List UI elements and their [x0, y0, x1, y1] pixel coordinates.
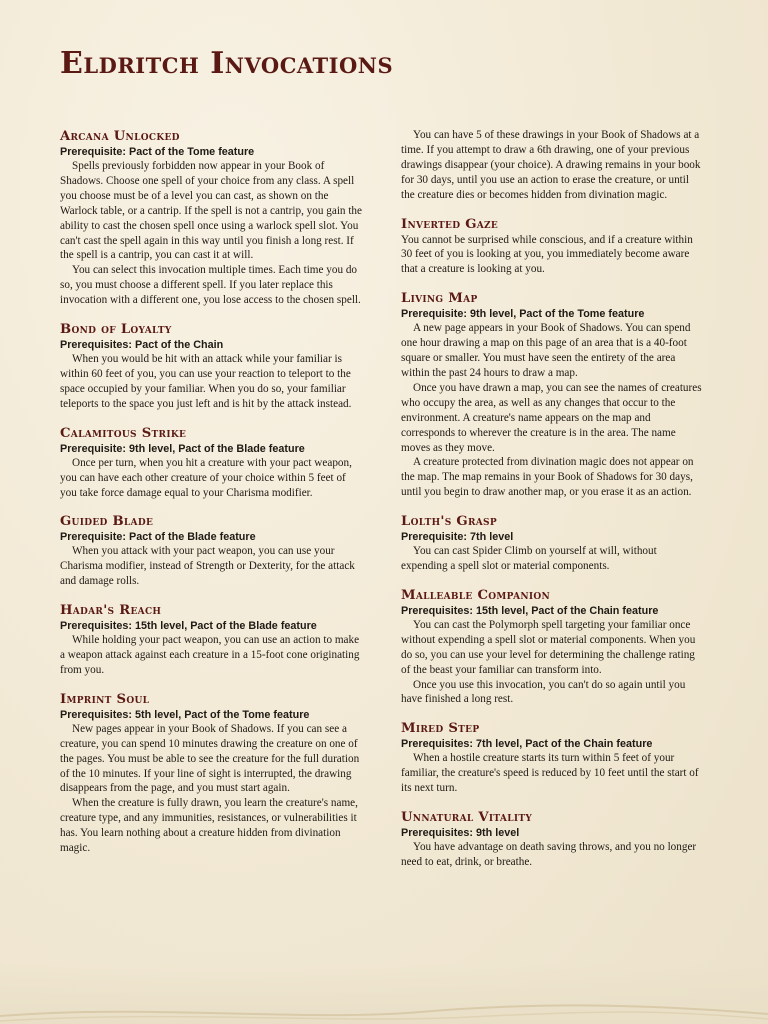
invocation-heading: Guided Blade — [60, 514, 154, 530]
invocation-text: New pages appear in your Book of Shadows. If you can see a creature, you can spend 10 minutes drawing the creature on one of the pages. You must be able to see the creature for the full duration of the 10 minutes. If your line of sight is interrupted, the drawing disappears from the page, and you must start again. — [60, 722, 360, 795]
invocation-heading: Malleable Companion — [401, 587, 551, 603]
page-title: Eldritch Invocations — [60, 46, 394, 81]
invocation-guided-blade — [60, 513, 364, 589]
invocation-text: While holding your pact weapon, you can use an action to make a weapon attack against each creature in a 15-foot cone originating from you. — [60, 634, 360, 676]
invocation-prerequisite: Prerequisites: 5th level, Pact of the Tome feature — [60, 708, 310, 721]
invocation-text: You can have 5 of these drawings in your Book of Shadows at a time. If you attempt to draw a 6th drawing, one of your previous drawings disappear (your choice). A drawing remains in your book for 30 days, until you use an action to erase the creature, or until the creature dies or becomes hidden from divination magic. — [401, 129, 701, 201]
invocation-text: When you would be hit with an attack while your familiar is within 60 feet of you, you can use your reaction to teleport to the space occupied by your familiar. When you do so, your familiar teleports to the space you just left and is hit by the attack instead. — [60, 353, 352, 410]
invocation-prerequisite: Prerequisite: 9th level, Pact of the Tome feature — [401, 308, 645, 321]
invocation-text: Once you have drawn a map, you can see the names of creatures who occupy the area, as well as any changes that occur to the environment. A creature's name appears on the map and corresponds to wherever the creature is in the area. The name moves as they move. — [401, 381, 702, 454]
right-column — [401, 128, 705, 883]
invocation-heading: Inverted Gaze — [401, 216, 499, 232]
invocation-text: Once per turn, when you hit a creature with your pact weapon, you can have each other creature of your choice within 5 feet of you take force damage equal to your Charisma modifier. — [60, 456, 352, 499]
invocation-heading: Lolth's Grasp — [401, 514, 497, 530]
invocation-heading: Imprint Soul — [60, 691, 150, 707]
invocation-heading: Arcana Unlocked — [60, 129, 180, 144]
invocation-prerequisite: Prerequisites: 15th level, Pact of the Chain feature — [401, 604, 659, 617]
invocation-heading: Calamitous Strike — [60, 425, 187, 441]
invocation-text: Spells previously forbidden now appear in your Book of Shadows. Choose one spell of your choice from any class. A spell you choose must be of a level you can cast, as shown on the Warlock table, or a cantrip. If the spell is not a cantrip, you gain the ability to cast the chosen spell once using a warlock spell slot. You can't cast the spell again in this way until you finish a long rest. If the spell is a cantrip, you can cast it at will. — [60, 160, 362, 262]
invocation-text: When you attack with your pact weapon, you can use your Charisma modifier, instead of Strength or Dexterity, for the attack and damage rolls. — [60, 545, 355, 588]
invocation-prerequisite: Prerequisites: 9th level — [401, 827, 520, 840]
invocation-prerequisite: Prerequisite: Pact of the Tome feature — [60, 146, 255, 158]
invocation-mired-step — [401, 720, 705, 796]
invocation-bond-of-loyalty — [60, 321, 364, 412]
invocation-heading: Hadar's Reach — [60, 603, 162, 619]
invocation-text: You can cast Spider Climb on yourself at will, without expending a spell slot or material components. — [401, 545, 657, 573]
invocation-prerequisite: Prerequisite: Pact of the Blade feature — [60, 531, 256, 544]
invocation-malleable-companion — [401, 587, 705, 707]
invocation-lolths-grasp — [401, 513, 705, 574]
invocation-heading: Bond of Loyalty — [60, 322, 172, 338]
invocation-hadars-reach — [60, 602, 364, 678]
invocation-prerequisite: Prerequisite: 7th level — [401, 531, 514, 544]
footer-swirl-ornament — [0, 964, 768, 1024]
invocation-arcana-unlocked — [60, 128, 364, 308]
invocation-text: A creature protected from divination magic does not appear on the map. The map remains in your Book of Shadows for 30 days, until you begin to draw another map, or you erase it as an action. — [401, 456, 694, 499]
invocation-inverted-gaze — [401, 216, 705, 278]
invocation-text: You have advantage on death saving throws, and you no longer need to eat, drink, or breathe. — [401, 841, 697, 868]
invocation-heading: Mired Step — [401, 721, 480, 737]
invocation-unnatural-vitality — [401, 809, 705, 870]
invocation-living-map — [401, 290, 705, 500]
invocation-calamitous-strike — [60, 425, 364, 501]
invocation-text: You can select this invocation multiple times. Each time you do so, you must choose a different spell. If you later replace this invocation with a different one, you lose access to the chosen spell. — [60, 264, 361, 307]
invocation-text: When the creature is fully drawn, you learn the creature's name, creature type, and any immunities, resistances, or vulnerabilities it has. You learn nothing about a creature hidden from divination magic. — [60, 797, 358, 855]
invocation-text: Once you use this invocation, you can't do so again until you have finished a long rest. — [401, 678, 686, 706]
invocation-text: You can cast the Polymorph spell targeting your familiar once without expending a spell slot or material components. When you do so, you can use your level for determining the challenge rating of the beast your familiar can transform into. — [401, 618, 696, 676]
invocation-text: A new page appears in your Book of Shadows. You can spend one hour drawing a map on this page of an area that is a 40-foot square or smaller. You must have seen the entirety of the area within the past 24 hours to draw a map. — [401, 322, 691, 379]
invocation-prerequisite: Prerequisites: 7th level, Pact of the Chain feature — [401, 738, 653, 751]
invocation-heading: Living Map — [401, 291, 478, 307]
invocation-imprint-soul — [60, 691, 364, 856]
left-column — [60, 128, 364, 869]
invocation-prerequisite: Prerequisites: 15th level, Pact of the Blade feature — [60, 620, 317, 633]
imprint-soul-continued — [401, 128, 705, 203]
invocation-text: You cannot be surprised while conscious, and if a creature within 30 feet of you is looking at you, you immediately become aware that a creature is looking at you. — [401, 233, 693, 276]
invocation-heading: Unnatural Vitality — [401, 810, 533, 826]
invocation-text: When a hostile creature starts its turn within 5 feet of your familiar, the creature's speed is reduced by 10 feet until the start of its next turn. — [401, 752, 699, 795]
invocation-prerequisite: Prerequisites: Pact of the Chain — [60, 339, 224, 352]
invocation-prerequisite: Prerequisite: 9th level, Pact of the Blade feature — [60, 442, 305, 455]
